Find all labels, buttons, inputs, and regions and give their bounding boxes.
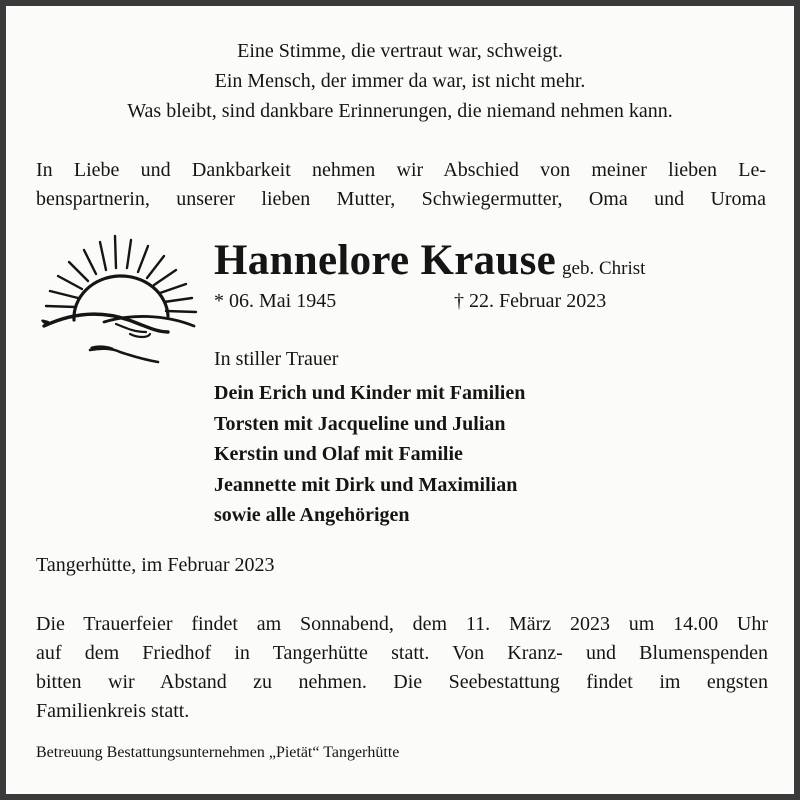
mourner-line: Dein Erich und Kinder mit Familien xyxy=(214,382,526,404)
undertaker-credit: Betreuung Bestattungsunternehmen „Pietät“ Tangerhütte xyxy=(36,744,400,761)
ceremony-line: Familienkreis statt. xyxy=(36,700,190,722)
ceremony-line: bitten wir Abstand zu nehmen. Die Seebestattung findet im engsten xyxy=(36,671,768,693)
place-and-date: Tangerhütte, im Februar 2023 xyxy=(36,554,275,576)
mourner-line: sowie alle Angehörigen xyxy=(214,504,410,526)
deceased-name-line xyxy=(214,236,645,285)
mourners-list xyxy=(214,378,525,531)
memorial-poem xyxy=(6,36,794,126)
death-date: † 22. Februar 2023 xyxy=(454,290,607,312)
poem-line: Was bleibt, sind dankbare Erinnerungen, die niemand nehmen kann. xyxy=(127,100,673,122)
obituary-notice xyxy=(6,6,794,794)
intro-line: In Liebe und Dankbarkeit nehmen wir Abschied von meiner lieben Le- xyxy=(36,159,766,181)
poem-line: Eine Stimme, die vertraut war, schweigt. xyxy=(237,40,563,62)
poem-line: Ein Mensch, der immer da war, ist nicht mehr. xyxy=(214,70,586,92)
mourner-line: Kerstin und Olaf mit Familie xyxy=(214,443,463,465)
birth-date: * 06. Mai 1945 xyxy=(214,290,337,312)
deceased-name: Hannelore Krause xyxy=(214,237,557,284)
mourners-label: In stiller Trauer xyxy=(214,348,339,370)
mourner-line: Jeannette mit Dirk und Maximilian xyxy=(214,473,518,496)
mourner-line: Torsten mit Jacqueline und Julian xyxy=(214,412,506,435)
intro-line: benspartnerin, unserer lieben Mutter, Schwiegermutter, Oma und Uroma xyxy=(36,188,766,210)
farewell-intro xyxy=(36,156,766,214)
maiden-name: geb. Christ xyxy=(562,258,646,279)
sunset-over-hills-icon xyxy=(34,228,202,368)
ceremony-line: auf dem Friedhof in Tangerhütte statt. Von Kranz- und Blumenspenden xyxy=(36,642,768,664)
funeral-details xyxy=(36,610,768,726)
ceremony-line: Die Trauerfeier findet am Sonnabend, dem 11. März 2023 um 14.00 Uhr xyxy=(36,613,768,635)
